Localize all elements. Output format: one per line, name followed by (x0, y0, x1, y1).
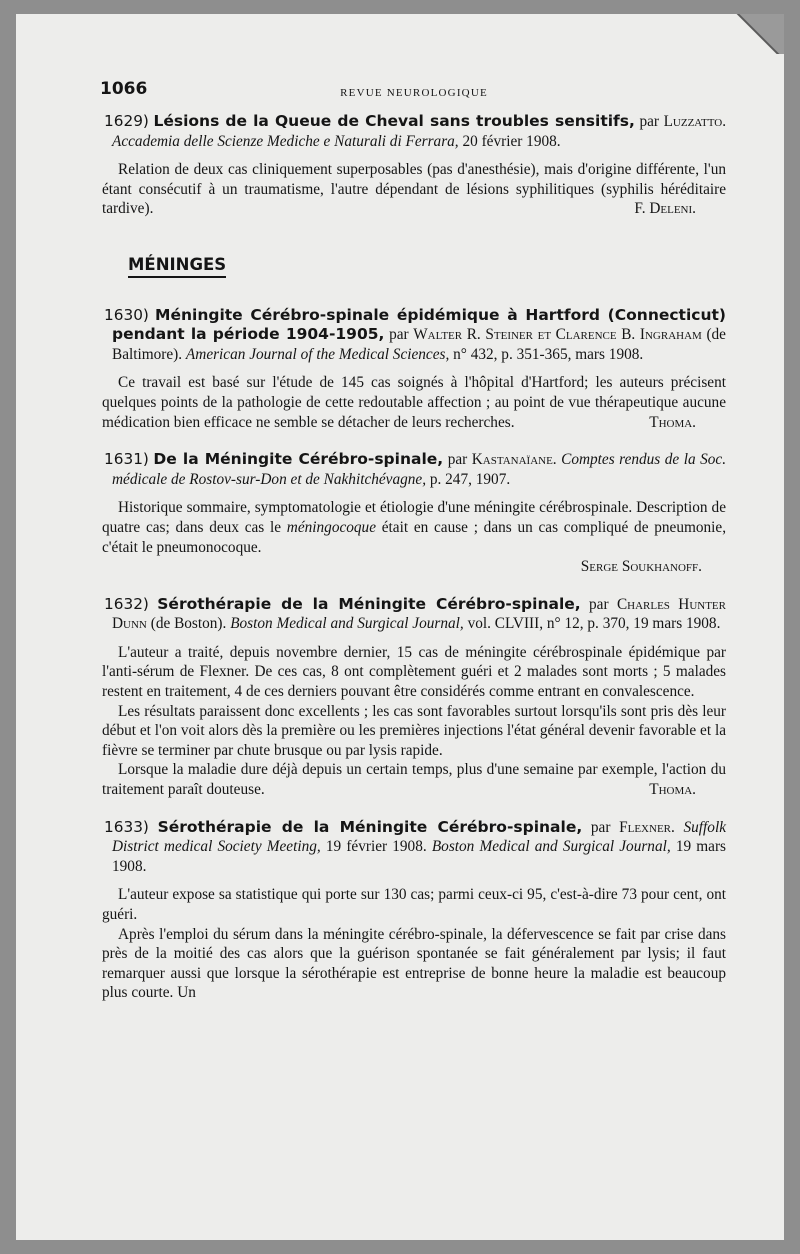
entry-paragraph: Ce travail est basé sur l'étude de 145 cas soignés à l'hôpital d'Hartford; les auteurs précisent quelques points de la pathologie de cette redoutable affection ; au point de vue thérapeutique aucune médication bien efficace ne semble se détacher de leurs recherches. (102, 374, 726, 431)
entry-paragraph: Après l'emploi du sérum dans la méningite cérébro-spinale, la défervescence se fait par crise dans près de la moitié des cas alors que la guérison spontanée se fait généralement par lysis; il faut remarquer aussi que lorsque la sérothérapie est entreprise de bonne heure la maladie est beaucoup plus courte. Un (102, 925, 726, 1002)
paragraph-text: était en cause ; dans un cas compliqué de pneumonie, c'était le pneumonocoque. (102, 518, 727, 556)
entry-signature: Thoma. (649, 781, 696, 799)
entry-title: De la Méningite Cérébro-spinale, (153, 450, 444, 469)
page-content (102, 80, 726, 1003)
entry-affiliation: (de Boston). (150, 615, 227, 633)
entry-heading (102, 595, 726, 634)
abstract-entry-1633 (102, 818, 726, 1003)
entry-by: par (389, 326, 409, 344)
section-title: MÉNINGES (128, 255, 226, 278)
entry-number: 1632) (104, 594, 149, 613)
entry-by: par (590, 818, 611, 836)
entry-number: 1631) (104, 450, 149, 469)
page-number: 1066 (100, 79, 148, 99)
entry-number: 1629) (104, 112, 149, 130)
entry-source-2: Boston Medical and Surgical Journal, (431, 838, 671, 856)
entry-title: Sérothérapie de la Méningite Cérébro-spinale, (157, 817, 583, 836)
entry-by: par (639, 113, 660, 130)
entry-title: Sérothérapie de la Méningite Cérébro-spinale, (157, 594, 581, 613)
entry-date: vol. CLVIII, n° 12, p. 370, 19 mars 1908. (467, 615, 721, 633)
abstract-entry-1631 (102, 450, 726, 577)
entry-signature: Thoma. (649, 413, 696, 431)
entry-affiliation: (de Baltimore). (112, 326, 726, 363)
entry-title: Méningite Cérébro-spinale épidémique à Hartford (Connecticut) pendant la période 1904-1905, (112, 305, 726, 344)
entry-paragraph: Lorsque la maladie dure déjà depuis un certain temps, plus d'une semaine par exemple, l'action du traitement paraît douteuse. (102, 761, 726, 799)
entry-date-2: 19 mars 1908. (112, 838, 727, 875)
entry-paragraph: Relation de deux cas cliniquement superposables (pas d'anesthésie), mais d'origine différente, l'un étant consécutif à un traumatisme, l'autre dépendant de lésions syphilitiques (syphilis héréditaire tardive). (102, 161, 726, 218)
entry-source: Comptes rendus de la Soc. médicale de Rostov-sur-Don et de Nakhitchévagne, (112, 451, 727, 488)
folded-corner (732, 14, 784, 54)
entry-heading (102, 112, 726, 151)
entry-title: Lésions de la Queue de Cheval sans troubles sensitifs, (153, 112, 635, 130)
entry-source: Suffolk District medical Society Meeting, (112, 818, 726, 856)
entry-author: Walter R. Steiner et Clarence B. Ingraham (413, 326, 702, 344)
entry-date: 19 février 1908. (325, 838, 427, 856)
paragraph-emphasis: méningocoque (286, 518, 376, 536)
entry-author: Luzzatto. (663, 113, 727, 130)
entry-paragraph: L'auteur a traité, depuis novembre dernier, 15 cas de méningite cérébrospinale épidémique par l'anti-sérum de Flexner. De ces cas, 8 ont complètement guéri et 2 malades sont morts ; 5 malades restent en traitement, 4 de ces derniers pouvant être considérés comme entrant en convalescence. (102, 643, 726, 701)
entry-signature: F. Deleni. (634, 200, 696, 218)
entry-source: Accademia delle Scienze Mediche e Naturali di Ferrara, (112, 132, 459, 150)
entry-by: par (447, 451, 468, 469)
entry-number: 1630) (104, 305, 149, 324)
entry-heading (102, 818, 726, 877)
paragraph-text: Historique sommaire, symptomatologie et étiologie d'une méningite cérébrospinale. Description de quatre cas; dans deux cas le (102, 499, 726, 536)
entry-heading (102, 306, 726, 365)
entry-source: Boston Medical and Surgical Journal, (230, 615, 464, 633)
entry-date: 20 février 1908. (462, 132, 561, 150)
abstract-entry-1629 (102, 112, 726, 219)
abstract-entry-1630 (102, 306, 726, 433)
entry-paragraph: Les résultats paraissent donc excellents ; les cas sont favorables surtout lorsqu'ils sont pris dès leur début et l'on voit alors dès la première ou les premières injections l'état général devenir favorable et la fièvre se terminer par chute brusque ou par lysis rapide. (102, 702, 726, 759)
entry-author: Charles Hunter Dunn (112, 595, 726, 633)
abstract-entry-1632 (102, 595, 726, 800)
entry-author: Kastanaïane. (471, 451, 557, 469)
entry-paragraph: L'auteur expose sa statistique qui porte sur 130 cas; parmi ceux-ci 95, c'est-à-dire 73 pour cent, ont guéri. (102, 886, 726, 923)
entry-date: n° 432, p. 351-365, mars 1908. (453, 345, 644, 363)
entry-paragraph (102, 498, 726, 557)
page-header (102, 80, 726, 108)
entry-author: Flexner. (619, 818, 675, 836)
entry-number: 1633) (104, 817, 149, 836)
running-title: REVUE NEUROLOGIQUE (340, 87, 488, 99)
entry-signature: Serge Soukhanoff. (580, 558, 702, 576)
entry-heading (102, 450, 726, 489)
scanned-page (16, 14, 784, 1240)
entry-by: par (589, 595, 609, 613)
entry-date: p. 247, 1907. (429, 470, 511, 488)
entry-source: American Journal of the Medical Sciences, (185, 345, 450, 363)
